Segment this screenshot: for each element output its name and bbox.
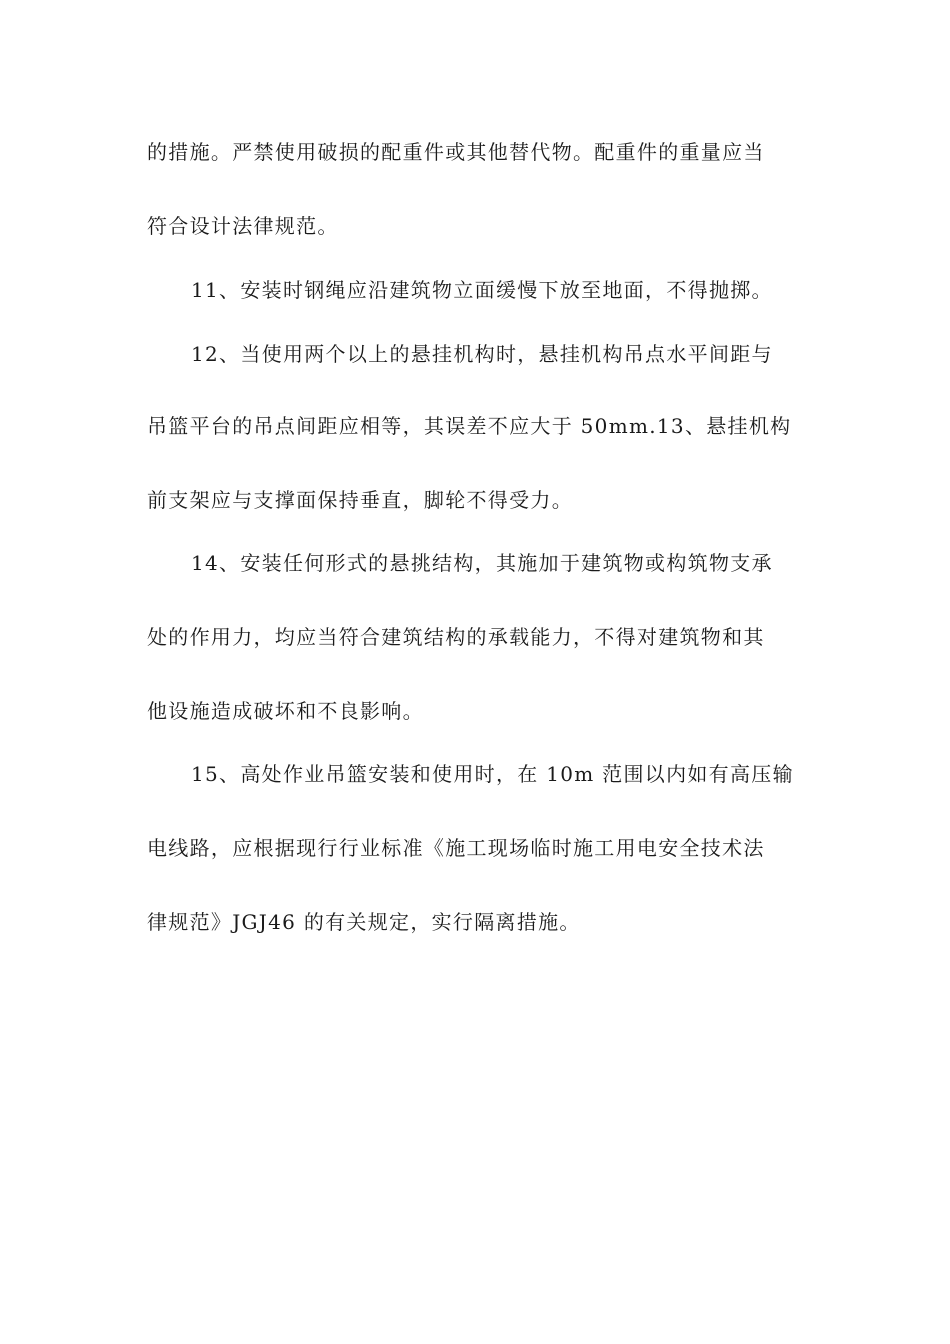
paragraph-15-line-3: 律规范》JGJ46 的有关规定，实行隔离措施。 <box>147 910 581 934</box>
paragraph-14-line-3: 他设施造成破坏和不良影响。 <box>147 699 424 723</box>
text-line-continuation-2: 符合设计法律规范。 <box>147 214 339 238</box>
paragraph-15-line-1: 15、高处作业吊篮安装和使用时，在 10m 范围以内如有高压输 <box>191 762 794 786</box>
paragraph-15-line-2: 电线路，应根据现行行业标准《施工现场临时施工用电安全技术法 <box>147 836 765 860</box>
paragraph-12-line-1: 12、当使用两个以上的悬挂机构时，悬挂机构吊点水平间距与 <box>191 342 773 366</box>
paragraph-12-line-2: 吊篮平台的吊点间距应相等，其误差不应大于 50mm.13、悬挂机构 <box>147 414 792 438</box>
paragraph-11: 11、安装时钢绳应沿建筑物立面缓慢下放至地面，不得抛掷。 <box>191 278 773 302</box>
paragraph-14-line-1: 14、安装任何形式的悬挑结构，其施加于建筑物或构筑物支承 <box>191 551 773 575</box>
text-line-continuation-1: 的措施。严禁使用破损的配重件或其他替代物。配重件的重量应当 <box>147 140 765 164</box>
paragraph-12-line-3: 前支架应与支撑面保持垂直，脚轮不得受力。 <box>147 488 573 512</box>
paragraph-14-line-2: 处的作用力，均应当符合建筑结构的承载能力，不得对建筑物和其 <box>147 625 765 649</box>
